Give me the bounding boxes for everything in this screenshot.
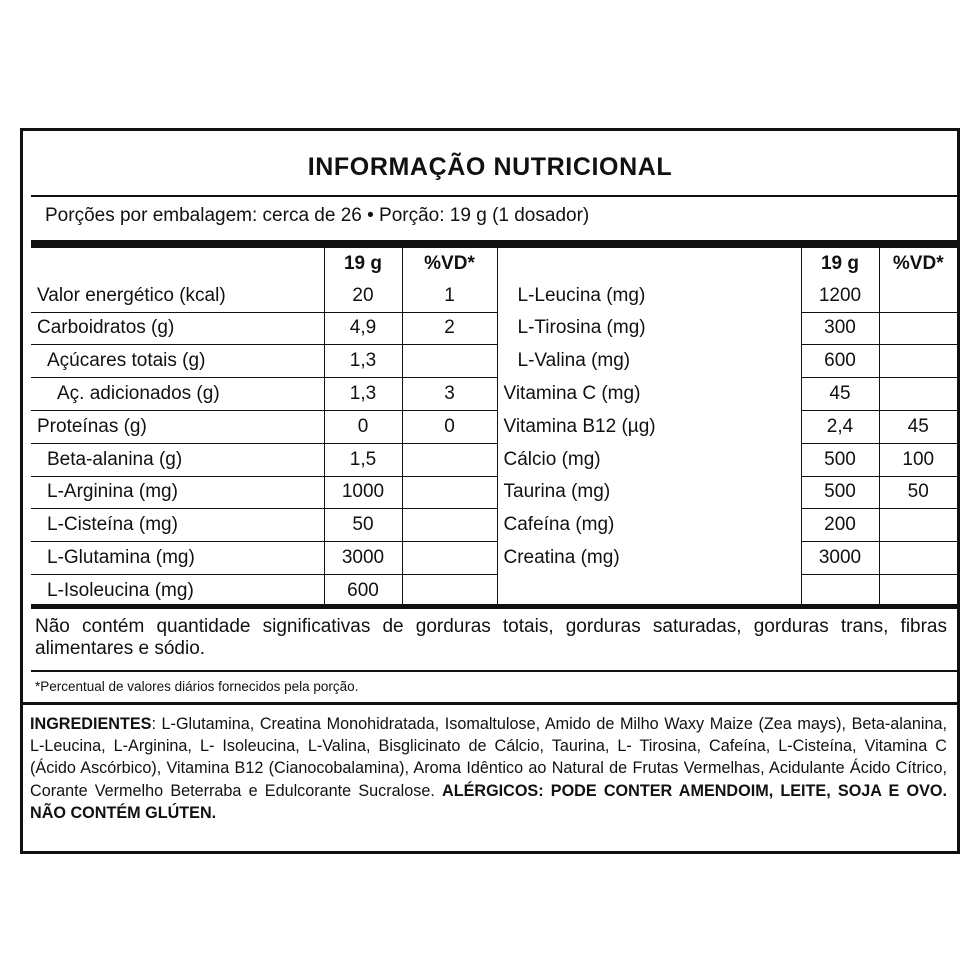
left-nutrient-name: Valor energético (kcal) xyxy=(37,284,226,306)
right-nutrient-amount: 2,4 xyxy=(801,410,879,443)
ingredients-list: : L-Glutamina, Creatina Monohidratada, Isomaltulose, Amido de Milho Waxy Maize (Zea mays), Beta-alanina, L-Leucina, L-Arginina, L- Isoleucina, L-Valina, Bisglicinato de Cálcio, Taurina, L- Tirosina, Cafeína, L-Cisteína, Vitamina C (Ácido Ascórbico), Vitamina B12 (Cianocobalamina), Aroma Idêntico ao Natural de Frutas Vermelhas, Acidulante Ácido Cítrico, Corante Vermelho Beterraba e Edulcorante Sucralose. xyxy=(30,715,947,800)
nutrition-table xyxy=(31,248,957,607)
table-row xyxy=(31,509,957,542)
table-row xyxy=(31,280,957,312)
nutrition-facts-panel xyxy=(20,128,960,854)
right-nutrient-dv xyxy=(879,378,957,411)
right-nutrient-name: L-Leucina (mg) xyxy=(497,280,801,312)
left-nutrient-dv xyxy=(402,574,497,606)
thick-divider xyxy=(31,240,957,248)
left-dv-header: %VD* xyxy=(402,248,497,280)
right-nutrient-name: Cálcio (mg) xyxy=(497,443,801,476)
thick-divider xyxy=(31,604,957,609)
table-row xyxy=(31,345,957,378)
divider xyxy=(31,670,957,672)
left-nutrient-name: Carboidratos (g) xyxy=(31,312,324,345)
left-nutrient-name: L-Cisteína (mg) xyxy=(31,509,324,542)
right-nutrient-amount: 1200 xyxy=(801,280,879,312)
left-nutrient-amount: 0 xyxy=(324,410,402,443)
table-header-row xyxy=(31,248,957,280)
allergens-warning: ALÉRGICOS: PODE CONTER AMENDOIM, LEITE, SOJA E OVO. NÃO CONTÉM GLÚTEN. xyxy=(30,781,948,822)
left-nutrient-amount: 4,9 xyxy=(324,312,402,345)
right-nutrient-name xyxy=(497,574,801,606)
right-amount-header: 19 g xyxy=(801,248,879,280)
right-nutrient-amount xyxy=(801,574,879,606)
right-nutrient-dv: 45 xyxy=(879,410,957,443)
left-nutrient-dv: 0 xyxy=(402,410,497,443)
right-nutrient-amount: 600 xyxy=(801,345,879,378)
divider xyxy=(23,702,957,705)
left-nutrient-name: Proteínas (g) xyxy=(31,410,324,443)
left-nutrient-amount: 1,3 xyxy=(324,378,402,411)
servings-info: Porções por embalagem: cerca de 26 • Porção: 19 g (1 dosador) xyxy=(45,205,590,226)
table-row xyxy=(31,443,957,476)
left-nutrient-amount: 600 xyxy=(324,574,402,606)
table-row xyxy=(31,542,957,575)
panel-title: INFORMAÇÃO NUTRICIONAL xyxy=(307,153,673,181)
left-amount-header: 19 g xyxy=(324,248,402,280)
left-nutrient-name: L-Glutamina (mg) xyxy=(31,542,324,575)
right-nutrient-dv xyxy=(879,542,957,575)
left-nutrient-dv: 3 xyxy=(402,378,497,411)
right-nutrient-dv: 100 xyxy=(879,443,957,476)
left-nutrient-amount: 1000 xyxy=(324,476,402,509)
right-nutrient-name: Creatina (mg) xyxy=(497,542,801,575)
right-dv-header: %VD* xyxy=(879,248,957,280)
left-nutrient-dv xyxy=(402,443,497,476)
right-nutrient-dv xyxy=(879,509,957,542)
left-nutrient-dv: 2 xyxy=(402,312,497,345)
left-name-header xyxy=(31,248,324,280)
nutrient-note: Não contém quantidade significativas de gorduras totais, gorduras saturadas, gorduras trans, fibras alimentares e sódio. xyxy=(35,616,947,659)
left-nutrient-name: Aç. adicionados (g) xyxy=(31,378,324,411)
right-nutrient-dv xyxy=(879,574,957,606)
left-nutrient-name: L-Isoleucina (mg) xyxy=(31,574,324,606)
right-nutrient-name: Cafeína (mg) xyxy=(497,509,801,542)
table-row xyxy=(31,476,957,509)
table-row xyxy=(31,410,957,443)
right-nutrient-amount: 200 xyxy=(801,509,879,542)
left-nutrient-amount: 50 xyxy=(324,509,402,542)
left-nutrient-dv xyxy=(402,476,497,509)
ingredients-text xyxy=(30,713,947,824)
table-row xyxy=(31,378,957,411)
left-nutrient-amount: 1,3 xyxy=(324,345,402,378)
left-nutrient-name: Beta-alanina (g) xyxy=(31,443,324,476)
left-nutrient-dv: 1 xyxy=(402,280,497,312)
right-nutrient-amount: 3000 xyxy=(801,542,879,575)
right-nutrient-dv xyxy=(879,312,957,345)
left-nutrient-amount: 1,5 xyxy=(324,443,402,476)
right-nutrient-amount: 300 xyxy=(801,312,879,345)
left-nutrient-name: L-Arginina (mg) xyxy=(31,476,324,509)
right-nutrient-name: Vitamina C (mg) xyxy=(497,378,801,411)
right-nutrient-amount: 500 xyxy=(801,443,879,476)
table-row xyxy=(31,574,957,606)
right-nutrient-amount: 500 xyxy=(801,476,879,509)
dv-footnote: *Percentual de valores diários fornecidos pela porção. xyxy=(35,679,359,694)
right-nutrient-name: L-Tirosina (mg) xyxy=(497,312,801,345)
ingredients-label: INGREDIENTES xyxy=(30,715,152,733)
right-nutrient-name: L-Valina (mg) xyxy=(497,345,801,378)
right-name-header xyxy=(497,248,801,280)
right-nutrient-name: Vitamina B12 (µg) xyxy=(497,410,801,443)
left-nutrient-dv xyxy=(402,345,497,378)
right-nutrient-name: Taurina (mg) xyxy=(497,476,801,509)
left-nutrient-amount: 3000 xyxy=(324,542,402,575)
left-nutrient-dv xyxy=(402,509,497,542)
left-nutrient-name: Açúcares totais (g) xyxy=(31,345,324,378)
right-nutrient-dv xyxy=(879,345,957,378)
left-nutrient-amount: 20 xyxy=(324,280,402,312)
right-nutrient-amount: 45 xyxy=(801,378,879,411)
right-nutrient-dv xyxy=(879,280,957,312)
right-nutrient-dv: 50 xyxy=(879,476,957,509)
divider xyxy=(31,195,957,197)
left-nutrient-dv xyxy=(402,542,497,575)
table-row xyxy=(31,312,957,345)
